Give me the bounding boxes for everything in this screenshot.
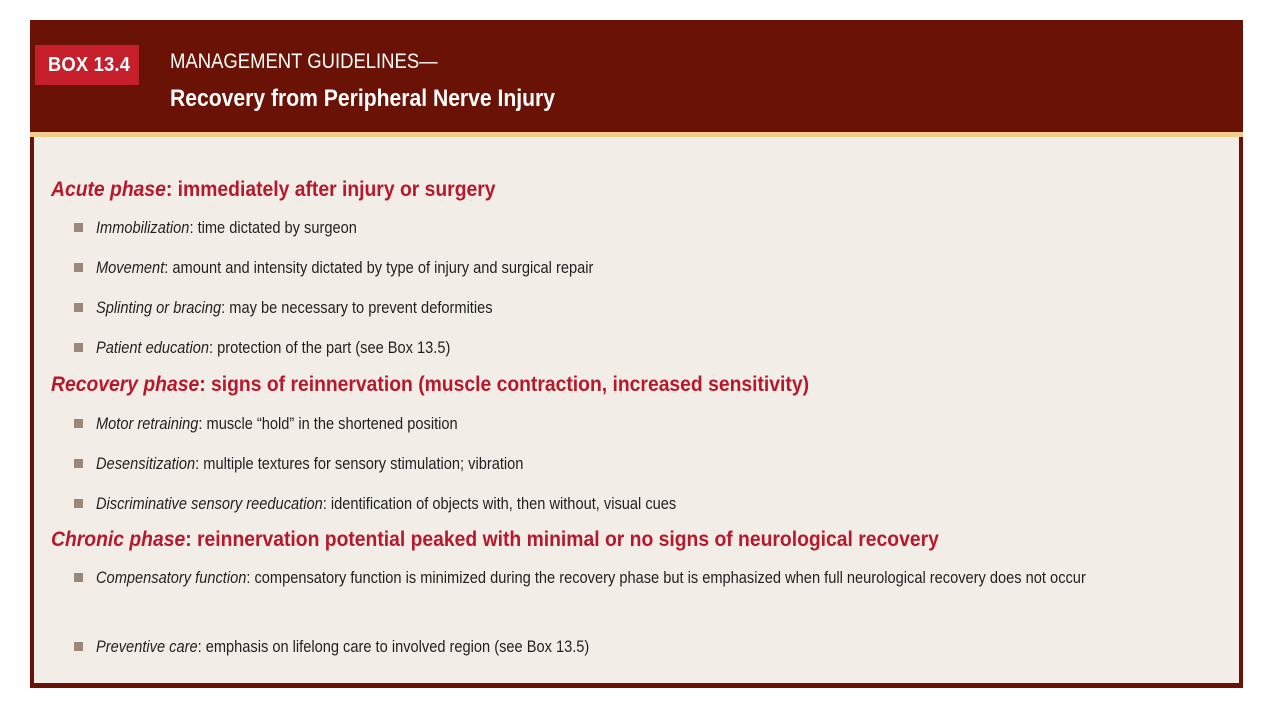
square-bullet-icon [74, 459, 83, 468]
square-bullet-icon [74, 303, 83, 312]
square-bullet-icon [74, 499, 83, 508]
item-text: : multiple textures for sensory stimulation; vibration [195, 454, 524, 473]
square-bullet-icon [74, 419, 83, 428]
item-term: Compensatory function [96, 568, 247, 587]
phase-description: : signs of reinnervation (muscle contraction, increased sensitivity) [199, 373, 810, 396]
item-text: : protection of the part (see Box 13.5) [208, 338, 451, 357]
box-header [30, 20, 1243, 132]
box-number-label: BOX 13.4 [35, 45, 139, 85]
item-term: Immobilization [96, 218, 190, 237]
item-text: : emphasis on lifelong care to involved region (see Box 13.5) [197, 637, 590, 656]
list-item [96, 491, 676, 516]
list-item [96, 335, 450, 360]
item-term: Splinting or bracing [96, 298, 222, 317]
list-item [96, 634, 589, 659]
item-text: : identification of objects with, then without, visual cues [322, 494, 677, 513]
phase-heading-recovery [51, 372, 809, 398]
square-bullet-icon [74, 343, 83, 352]
item-term: Preventive care [96, 637, 198, 656]
square-bullet-icon [74, 263, 83, 272]
phase-name: Recovery phase [51, 373, 200, 396]
management-guidelines-box [30, 20, 1243, 688]
list-item [96, 255, 593, 280]
phase-heading-acute [51, 177, 496, 203]
phase-heading-chronic [51, 527, 939, 553]
square-bullet-icon [74, 573, 83, 582]
item-text: : time dictated by surgeon [189, 218, 357, 237]
item-text: : compensatory function is minimized during the recovery phase but is emphasized when full neurological recovery does not occur [246, 568, 1086, 587]
item-text: : muscle “hold” in the shortened position [198, 414, 458, 433]
item-text: : may be necessary to prevent deformities [221, 298, 493, 317]
phase-name: Chronic phase [51, 528, 186, 551]
square-bullet-icon [74, 642, 83, 651]
item-term: Desensitization [96, 454, 196, 473]
phase-description: : immediately after injury or surgery [165, 178, 496, 201]
square-bullet-icon [74, 223, 83, 232]
list-item [96, 451, 523, 476]
box-title-line2: Recovery from Peripheral Nerve Injury [170, 85, 556, 112]
box-body [34, 137, 1239, 683]
box-title-line1: MANAGEMENT GUIDELINES— [170, 50, 438, 73]
list-item [96, 411, 458, 436]
list-item [96, 215, 357, 240]
list-item [96, 565, 1167, 590]
item-text: : amount and intensity dictated by type of injury and surgical repair [164, 258, 594, 277]
item-term: Patient education [96, 338, 209, 357]
phase-description: : reinnervation potential peaked with minimal or no signs of neurological recovery [185, 528, 939, 551]
item-term: Discriminative sensory reeducation [96, 494, 323, 513]
phase-name: Acute phase [51, 178, 166, 201]
item-term: Movement [96, 258, 165, 277]
list-item [96, 295, 493, 320]
item-term: Motor retraining [96, 414, 199, 433]
